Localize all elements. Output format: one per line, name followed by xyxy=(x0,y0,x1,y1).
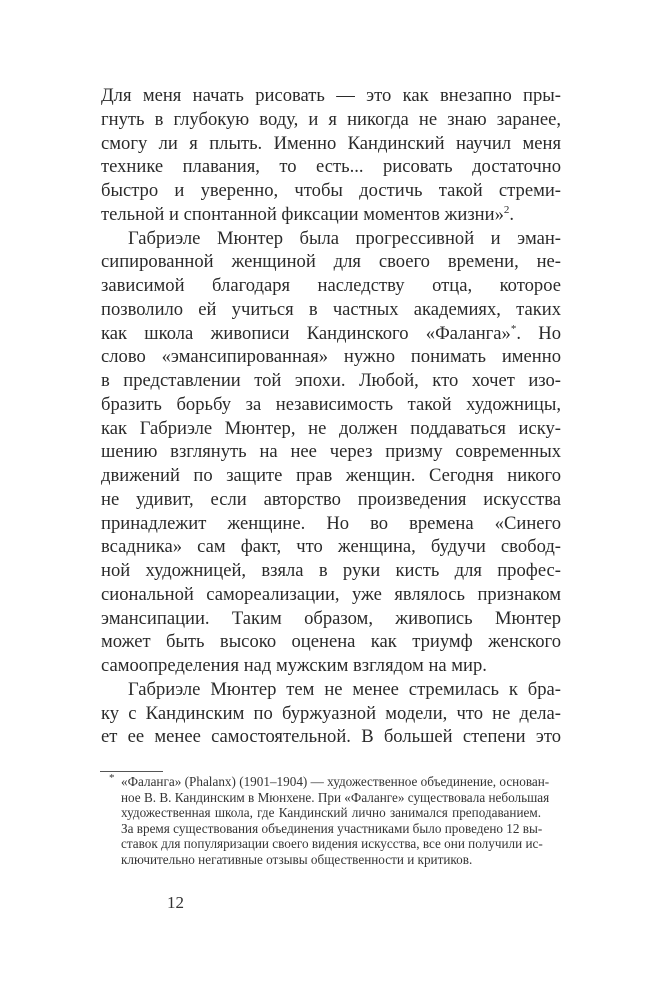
line-text: Для меня начать рисовать — это как внезапно пры- xyxy=(101,85,561,106)
line-text: тельной и спонтанной фиксации моментов жизни» xyxy=(101,203,504,225)
text-line xyxy=(101,393,561,417)
line-text: не удивит, если авторство произведения искусства xyxy=(101,488,561,510)
body-text xyxy=(101,84,561,749)
text-line xyxy=(101,583,561,607)
line-text: . xyxy=(509,203,515,225)
text-line xyxy=(101,488,561,512)
text-line xyxy=(101,132,561,156)
text-line xyxy=(101,440,561,464)
line-text: Габриэле Мюнтер была прогрессивной и эман- xyxy=(128,227,561,249)
text-line xyxy=(101,203,561,227)
line-text: позволило ей учиться в частных академиях, таких xyxy=(101,298,561,320)
line-text: бразить борьбу за независимость такой художницы, xyxy=(101,393,561,415)
text-line xyxy=(101,274,561,298)
footnote xyxy=(121,774,550,868)
text-line xyxy=(101,512,561,536)
line-text: сиональной самореализации, уже являлось признаком xyxy=(101,583,561,605)
text-line xyxy=(101,108,561,132)
line-text: в представлении той эпохи. Любой, кто хочет изо- xyxy=(101,370,561,391)
text-line xyxy=(121,805,541,821)
line-text: ключительно негативные отзывы общественности и критиков. xyxy=(121,851,473,867)
text-line xyxy=(121,836,541,852)
text-line xyxy=(101,464,561,488)
text-line xyxy=(101,702,561,726)
text-line xyxy=(101,559,561,583)
text-line xyxy=(101,155,561,179)
line-text: За время существования объединения участниками было проведено 12 вы- xyxy=(121,820,543,836)
line-text: «Фаланга» (Phalanx) (1901–1904) — художественное объединение, основан- xyxy=(121,774,550,789)
line-text: движений по защите прав женщин. Сегодня никого xyxy=(101,465,561,486)
text-line xyxy=(101,298,561,322)
line-text: может быть высоко оценена как триумф женского xyxy=(101,631,561,653)
footnote-reference[interactable]: 2 xyxy=(503,203,510,216)
text-line xyxy=(101,369,561,393)
line-text: принадлежит женщине. Но во времена «Синего xyxy=(101,512,561,534)
text-line xyxy=(101,630,561,654)
footnote-marker: * xyxy=(109,772,115,784)
line-text: сипированной женщиной для своего времени, не- xyxy=(101,251,561,273)
text-line xyxy=(121,789,550,806)
footnote-reference[interactable]: * xyxy=(510,322,517,335)
line-text: ку с Кандинским по буржуазной модели, что не дела- xyxy=(101,702,561,724)
text-line xyxy=(101,607,561,631)
line-text: эмансипации. Таким образом, живопись Мюнтер xyxy=(101,607,561,629)
line-text: технике плавания, то есть... рисовать достаточно xyxy=(101,156,561,178)
line-text: самоопределения над мужским взглядом на мир. xyxy=(101,655,487,676)
text-line xyxy=(101,179,561,203)
text-line xyxy=(121,852,541,868)
line-text: слово «эмансипированная» нужно понимать именно xyxy=(101,346,561,368)
text-line xyxy=(101,250,561,274)
line-text: ставок для популяризации своего видения искусства, все они получили ис- xyxy=(121,836,543,852)
line-text: ной художницей, взяла в руки кисть для профес- xyxy=(101,560,561,581)
text-line xyxy=(121,821,541,837)
text-line xyxy=(101,535,561,559)
text-line xyxy=(101,227,561,251)
line-text: художественная школа, где Кандинский лично занимался преподаванием. xyxy=(121,805,541,821)
text-line xyxy=(101,417,561,441)
line-text: смогу ли я плыть. Именно Кандинский научил меня xyxy=(101,132,561,154)
text-line xyxy=(101,345,561,369)
line-text: как Габриэле Мюнтер, не должен поддаваться иску- xyxy=(101,417,561,439)
text-line xyxy=(101,725,561,749)
line-text: как школа живописи Кандинского «Фаланга» xyxy=(101,322,511,344)
line-text: ет ее менее самостоятельной. В большей степени это xyxy=(101,726,561,748)
text-line xyxy=(101,654,561,678)
page-number: 12 xyxy=(167,893,184,912)
line-text: гнуть в глубокую воду, и я никогда не знаю заранее, xyxy=(101,108,561,130)
line-text: быстро и уверенно, чтобы достичь такой стреми- xyxy=(101,180,561,201)
text-line xyxy=(101,322,561,346)
text-line xyxy=(101,678,561,702)
line-text: зависимой благодаря наследству отца, которое xyxy=(101,275,561,296)
line-text: . Но xyxy=(516,322,561,344)
line-text: ное В. В. Кандинским в Мюнхене. При «Фаланге» существовала небольшая xyxy=(121,789,550,805)
line-text: Габриэле Мюнтер тем не менее стремилась к бра- xyxy=(128,678,561,700)
text-line xyxy=(101,84,561,108)
text-line xyxy=(121,774,550,790)
line-text: шению взглянуть на нее через призму современных xyxy=(101,441,561,463)
line-text: всадника» сам факт, что женщина, будучи свобод- xyxy=(101,536,561,558)
